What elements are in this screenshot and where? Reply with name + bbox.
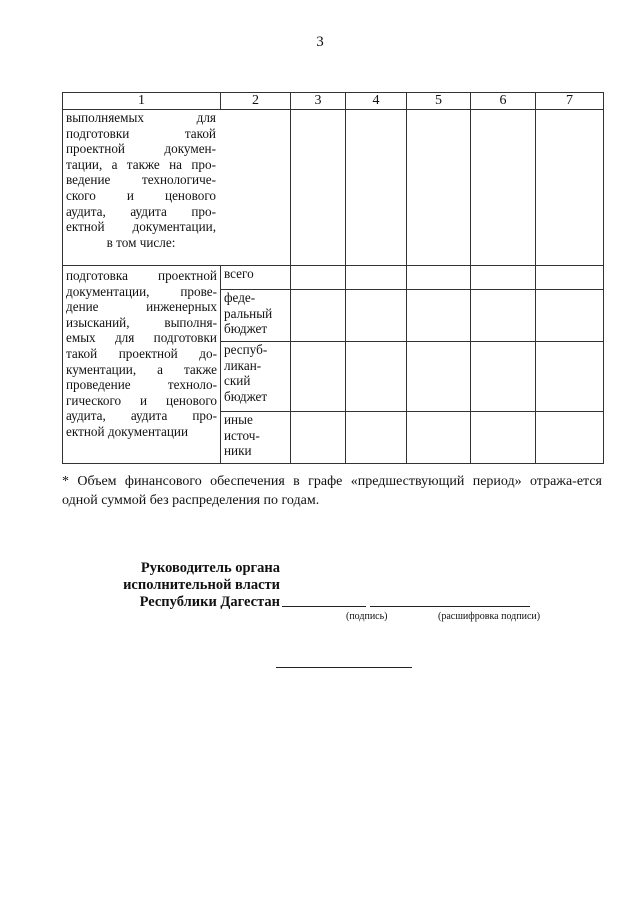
table-cell <box>407 290 471 342</box>
description-line: аудита, аудита про- <box>66 203 216 219</box>
table-cell <box>536 412 604 464</box>
table-cell <box>291 266 346 290</box>
column-number-5: 5 <box>407 93 471 110</box>
table-cell <box>346 342 407 412</box>
category-line: иные <box>224 412 253 427</box>
signer-line: исполнительной власти <box>123 577 280 593</box>
description-line: тации, а также на про- <box>66 156 216 172</box>
category-line: респуб- <box>224 342 268 357</box>
column-number-2: 2 <box>221 93 291 110</box>
page-number: 3 <box>316 34 324 50</box>
table-cell <box>471 266 536 290</box>
description-line: ведение технологиче- <box>66 172 216 188</box>
category-line: ликан- <box>224 357 262 373</box>
table-row <box>63 266 604 290</box>
description-line: изысканий, выполня- <box>66 314 217 330</box>
signer-title <box>80 560 280 611</box>
description-line: такой проектной до- <box>66 345 217 361</box>
category-line: всего <box>224 266 254 281</box>
category-line: источ- <box>224 427 260 443</box>
table-cell <box>471 342 536 412</box>
description-line: в том числе: <box>106 234 176 250</box>
table-cell <box>291 110 346 266</box>
row-description <box>63 110 291 266</box>
table-cell <box>407 342 471 412</box>
table-cell <box>471 412 536 464</box>
table-cell <box>471 290 536 342</box>
table-row <box>63 110 604 266</box>
description-line: гического и ценового <box>66 392 217 408</box>
description-line: ектной документации <box>66 423 189 439</box>
category-line: ники <box>224 443 252 459</box>
column-number-1: 1 <box>63 93 221 110</box>
table-cell <box>346 110 407 266</box>
description-line: подготовка проектной <box>66 268 217 283</box>
description-line: емых для подготовки <box>66 330 217 346</box>
signature-line <box>282 606 366 607</box>
category-republican-budget <box>221 342 291 412</box>
table-cell <box>407 266 471 290</box>
category-line: бюджет <box>224 388 268 404</box>
table-cell <box>407 110 471 266</box>
table-cell <box>291 412 346 464</box>
description-line: дение инженерных <box>66 299 217 315</box>
date-line <box>276 667 412 668</box>
table-cell <box>471 110 536 266</box>
category-line: феде- <box>224 290 256 305</box>
category-line: бюджет <box>224 321 268 337</box>
table-cell <box>536 266 604 290</box>
column-number-4: 4 <box>346 93 407 110</box>
category-federal-budget <box>221 290 291 342</box>
category-total <box>221 266 291 290</box>
category-other-sources <box>221 412 291 464</box>
category-line: ский <box>224 373 251 389</box>
decoding-caption: (расшифровка подписи) <box>438 611 541 622</box>
category-line: ральный <box>224 305 273 321</box>
signer-line: Руководитель органа <box>140 560 280 576</box>
table-cell <box>291 290 346 342</box>
description-line: ектной документации, <box>66 219 216 235</box>
description-line: выполняемых для <box>66 110 216 125</box>
signature-caption: (подпись) <box>346 611 388 622</box>
table-cell <box>346 266 407 290</box>
table-cell <box>346 290 407 342</box>
description-line: проведение техноло- <box>66 377 217 393</box>
description-line: подготовки такой <box>66 125 216 141</box>
description-line: ского и ценового <box>66 187 216 203</box>
column-number-3: 3 <box>291 93 346 110</box>
column-number-6: 6 <box>471 93 536 110</box>
description-line: кументации, а также <box>66 361 217 377</box>
table-cell <box>291 342 346 412</box>
table-cell <box>536 342 604 412</box>
signer-line: Республики Дагестан <box>139 594 280 610</box>
table-cell <box>346 412 407 464</box>
table-header-row <box>63 93 604 110</box>
description-line: проектной докумен- <box>66 141 216 157</box>
footnote: * Объем финансового обеспечения в графе «предшествующий период» отража-ется одной суммой без распределения по годам. <box>62 474 602 508</box>
column-number-7: 7 <box>536 93 604 110</box>
row-description <box>63 266 221 464</box>
description-line: аудита, аудита про- <box>66 408 217 424</box>
table-cell <box>407 412 471 464</box>
name-decoding-line <box>370 606 530 607</box>
financing-table <box>62 92 604 464</box>
description-line: документации, прове- <box>66 283 217 299</box>
table-cell <box>536 290 604 342</box>
table-cell <box>536 110 604 266</box>
